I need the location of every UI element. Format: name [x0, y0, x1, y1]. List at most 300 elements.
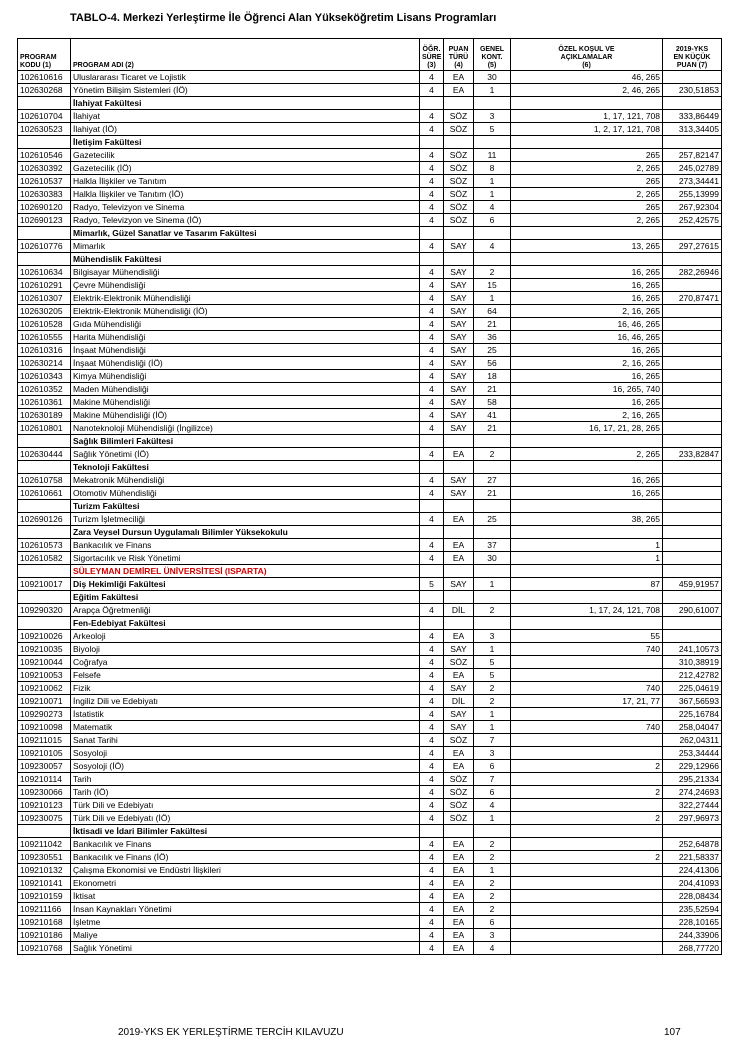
program-score-type: SÖZ [444, 214, 474, 227]
program-quota: 30 [474, 552, 511, 565]
header-line: PROGRAM [20, 54, 57, 61]
program-code: 102630523 [18, 123, 71, 136]
program-quota: 6 [474, 214, 511, 227]
program-min-score: 233,82847 [663, 448, 722, 461]
faculty-name: Zara Veysel Dursun Uygulamalı Bilimler Yüksekokulu [71, 526, 420, 539]
empty-cell [444, 825, 474, 838]
program-min-score: 297,27615 [663, 240, 722, 253]
program-name: Türk Dili ve Edebiyatı (İÖ) [71, 812, 420, 825]
program-duration: 4 [420, 409, 444, 422]
table-row [18, 162, 722, 175]
program-quota: 64 [474, 305, 511, 318]
header-score-type [444, 39, 474, 71]
program-quota: 37 [474, 539, 511, 552]
empty-cell [444, 526, 474, 539]
empty-cell [420, 565, 444, 578]
program-code: 109230057 [18, 760, 71, 773]
program-quota: 30 [474, 71, 511, 84]
program-duration: 4 [420, 344, 444, 357]
empty-cell [663, 526, 722, 539]
program-duration: 4 [420, 747, 444, 760]
table-row [18, 747, 722, 760]
program-score-type: EA [444, 84, 474, 97]
program-code: 102610316 [18, 344, 71, 357]
program-quota: 1 [474, 721, 511, 734]
program-name: İktisat [71, 890, 420, 903]
program-duration: 4 [420, 799, 444, 812]
program-duration: 4 [420, 656, 444, 669]
program-duration: 4 [420, 643, 444, 656]
program-score-type: EA [444, 903, 474, 916]
program-score-type: SAY [444, 383, 474, 396]
faculty-heading-row [18, 591, 722, 604]
faculty-heading-row [18, 227, 722, 240]
empty-cell [444, 461, 474, 474]
program-score-type: EA [444, 71, 474, 84]
program-min-score [663, 552, 722, 565]
header-line: AÇIKLAMALAR [560, 54, 613, 61]
table-row [18, 201, 722, 214]
program-code: 102610776 [18, 240, 71, 253]
program-min-score: 244,33906 [663, 929, 722, 942]
program-duration: 4 [420, 214, 444, 227]
table-row [18, 656, 722, 669]
table-row [18, 409, 722, 422]
program-conditions: 2 [511, 760, 663, 773]
program-score-type: EA [444, 877, 474, 890]
program-min-score: 297,96973 [663, 812, 722, 825]
header-line: KONT. [481, 54, 503, 61]
program-duration: 4 [420, 630, 444, 643]
program-name: Harita Mühendisliği [71, 331, 420, 344]
program-quota: 6 [474, 916, 511, 929]
program-min-score: 229,12966 [663, 760, 722, 773]
empty-cell [474, 565, 511, 578]
program-score-type: SÖZ [444, 656, 474, 669]
program-duration: 4 [420, 916, 444, 929]
table-row [18, 929, 722, 942]
program-name: Çalışma Ekonomisi ve Endüstri İlişkileri [71, 864, 420, 877]
program-code: 109210123 [18, 799, 71, 812]
program-min-score [663, 409, 722, 422]
program-quota: 3 [474, 630, 511, 643]
program-quota: 7 [474, 734, 511, 747]
program-conditions [511, 708, 663, 721]
program-score-type: SAY [444, 344, 474, 357]
program-min-score [663, 318, 722, 331]
program-name: Fizik [71, 682, 420, 695]
program-duration: 4 [420, 422, 444, 435]
header-line: (5) [487, 62, 497, 69]
program-name: Sağlık Yönetimi (İÖ) [71, 448, 420, 461]
table-row [18, 331, 722, 344]
program-code: 102610704 [18, 110, 71, 123]
program-quota: 2 [474, 604, 511, 617]
program-quota: 6 [474, 786, 511, 799]
program-name: Sağlık Yönetimi [71, 942, 420, 955]
program-code: 109230066 [18, 786, 71, 799]
program-conditions: 87 [511, 578, 663, 591]
program-quota: 5 [474, 656, 511, 669]
program-name: Arapça Öğretmenliği [71, 604, 420, 617]
program-score-type: DİL [444, 695, 474, 708]
program-duration: 4 [420, 188, 444, 201]
empty-cell [474, 97, 511, 110]
program-quota: 2 [474, 682, 511, 695]
faculty-name: İletişim Fakültesi [71, 136, 420, 149]
table-row [18, 734, 722, 747]
program-min-score: 212,42782 [663, 669, 722, 682]
empty-cell [663, 253, 722, 266]
program-score-type: EA [444, 864, 474, 877]
empty-cell [511, 461, 663, 474]
faculty-heading-row [18, 617, 722, 630]
program-quota: 4 [474, 799, 511, 812]
program-score-type: SAY [444, 682, 474, 695]
program-name: İlahiyat (İÖ) [71, 123, 420, 136]
footer-guide-title: 2019-YKS EK YERLEŞTİRME TERCİH KILAVUZU [118, 1027, 344, 1038]
program-name: Tarih [71, 773, 420, 786]
program-score-type: SAY [444, 266, 474, 279]
program-conditions: 2, 16, 265 [511, 409, 663, 422]
empty-cell [420, 253, 444, 266]
program-code: 102630383 [18, 188, 71, 201]
header-conditions [511, 39, 663, 71]
program-name: Diş Hekimliği Fakültesi [71, 578, 420, 591]
program-code: 109210035 [18, 643, 71, 656]
table-row [18, 864, 722, 877]
program-min-score: 333,86449 [663, 110, 722, 123]
program-quota: 1 [474, 708, 511, 721]
program-conditions: 265 [511, 149, 663, 162]
program-code: 102610307 [18, 292, 71, 305]
program-code: 109211166 [18, 903, 71, 916]
program-min-score [663, 422, 722, 435]
table-row [18, 799, 722, 812]
program-name: Bilgisayar Mühendisliği [71, 266, 420, 279]
program-score-type: DİL [444, 604, 474, 617]
program-min-score [663, 513, 722, 526]
program-quota: 25 [474, 344, 511, 357]
program-conditions: 16, 265 [511, 292, 663, 305]
empty-cell [663, 591, 722, 604]
program-conditions: 1, 17, 121, 708 [511, 110, 663, 123]
program-name: Otomotiv Mühendisliği [71, 487, 420, 500]
program-duration: 4 [420, 71, 444, 84]
program-duration: 4 [420, 539, 444, 552]
empty-cell [474, 435, 511, 448]
program-duration: 4 [420, 721, 444, 734]
program-duration: 4 [420, 266, 444, 279]
program-score-type: SÖZ [444, 123, 474, 136]
program-duration: 5 [420, 578, 444, 591]
program-code: 102610573 [18, 539, 71, 552]
table-row [18, 630, 722, 643]
program-duration: 4 [420, 942, 444, 955]
header-duration [420, 39, 444, 71]
program-name: Makine Mühendisliği (İÖ) [71, 409, 420, 422]
program-min-score: 258,04047 [663, 721, 722, 734]
program-score-type: EA [444, 513, 474, 526]
header-line: PUAN (7) [676, 62, 708, 69]
program-conditions [511, 656, 663, 669]
program-code: 102610352 [18, 383, 71, 396]
program-quota: 21 [474, 383, 511, 396]
program-name: Bankacılık ve Finans [71, 539, 420, 552]
program-score-type: SÖZ [444, 188, 474, 201]
program-min-score: 204,41093 [663, 877, 722, 890]
program-code: 102610291 [18, 279, 71, 292]
program-min-score: 367,56593 [663, 695, 722, 708]
program-code: 109210071 [18, 695, 71, 708]
empty-cell [420, 825, 444, 838]
program-quota: 2 [474, 448, 511, 461]
empty-cell [444, 500, 474, 513]
program-min-score: 225,04619 [663, 682, 722, 695]
table-row [18, 396, 722, 409]
program-quota: 1 [474, 643, 511, 656]
program-score-type: EA [444, 838, 474, 851]
faculty-heading-row [18, 435, 722, 448]
program-score-type: EA [444, 929, 474, 942]
program-conditions: 1, 17, 24, 121, 708 [511, 604, 663, 617]
table-row [18, 890, 722, 903]
program-name: Bankacılık ve Finans (İÖ) [71, 851, 420, 864]
program-code: 109210105 [18, 747, 71, 760]
table-row [18, 214, 722, 227]
program-min-score: 221,58337 [663, 851, 722, 864]
program-quota: 2 [474, 877, 511, 890]
empty-cell [18, 136, 71, 149]
program-score-type: SÖZ [444, 786, 474, 799]
program-conditions: 16, 265 [511, 279, 663, 292]
table-row [18, 71, 722, 84]
table-row [18, 279, 722, 292]
program-score-type: SAY [444, 305, 474, 318]
program-duration: 4 [420, 708, 444, 721]
program-duration: 4 [420, 84, 444, 97]
program-quota: 27 [474, 474, 511, 487]
header-line: (3) [427, 62, 436, 69]
table-row [18, 487, 722, 500]
program-quota: 25 [474, 513, 511, 526]
empty-cell [18, 565, 71, 578]
program-code: 102610537 [18, 175, 71, 188]
empty-cell [18, 617, 71, 630]
program-conditions [511, 747, 663, 760]
program-quota: 2 [474, 266, 511, 279]
program-conditions: 16, 265 [511, 474, 663, 487]
program-score-type: EA [444, 747, 474, 760]
program-score-type: EA [444, 760, 474, 773]
empty-cell [18, 227, 71, 240]
empty-cell [663, 136, 722, 149]
program-name: Çevre Mühendisliği [71, 279, 420, 292]
empty-cell [18, 526, 71, 539]
university-heading-row [18, 565, 722, 578]
program-quota: 1 [474, 292, 511, 305]
empty-cell [444, 617, 474, 630]
program-score-type: SÖZ [444, 149, 474, 162]
program-score-type: SAY [444, 487, 474, 500]
program-name: Mimarlık [71, 240, 420, 253]
program-quota: 4 [474, 942, 511, 955]
table-row [18, 123, 722, 136]
empty-cell [420, 461, 444, 474]
program-conditions: 16, 265 [511, 370, 663, 383]
program-name: Bankacılık ve Finans [71, 838, 420, 851]
program-code: 102610758 [18, 474, 71, 487]
program-quota: 3 [474, 110, 511, 123]
faculty-name: Turizm Fakültesi [71, 500, 420, 513]
program-min-score: 252,42575 [663, 214, 722, 227]
empty-cell [663, 97, 722, 110]
program-duration: 4 [420, 877, 444, 890]
empty-cell [663, 227, 722, 240]
program-name: Radyo, Televizyon ve Sinema (İÖ) [71, 214, 420, 227]
empty-cell [511, 136, 663, 149]
table-row [18, 604, 722, 617]
header-line: GENEL [479, 46, 505, 53]
empty-cell [511, 227, 663, 240]
header-line: (6) [582, 62, 591, 69]
program-name: İlahiyat [71, 110, 420, 123]
program-min-score: 459,91957 [663, 578, 722, 591]
program-min-score: 228,10165 [663, 916, 722, 929]
empty-cell [663, 461, 722, 474]
program-duration: 4 [420, 370, 444, 383]
program-code: 109210044 [18, 656, 71, 669]
empty-cell [474, 500, 511, 513]
program-duration: 4 [420, 851, 444, 864]
empty-cell [18, 97, 71, 110]
empty-cell [511, 526, 663, 539]
header-program-name [71, 39, 420, 71]
program-min-score [663, 630, 722, 643]
program-quota: 41 [474, 409, 511, 422]
program-quota: 36 [474, 331, 511, 344]
program-code: 102630189 [18, 409, 71, 422]
program-code: 102610634 [18, 266, 71, 279]
empty-cell [663, 435, 722, 448]
faculty-heading-row [18, 825, 722, 838]
program-name: Kimya Mühendisliği [71, 370, 420, 383]
program-name: Elektrik-Elektronik Mühendisliği (İÖ) [71, 305, 420, 318]
program-duration: 4 [420, 279, 444, 292]
program-conditions: 16, 46, 265 [511, 331, 663, 344]
program-quota: 56 [474, 357, 511, 370]
program-code: 109210168 [18, 916, 71, 929]
program-conditions: 2 [511, 812, 663, 825]
empty-cell [18, 591, 71, 604]
table-row [18, 422, 722, 435]
table-body [18, 71, 722, 955]
header-quota [474, 39, 511, 71]
faculty-heading-row [18, 461, 722, 474]
program-min-score: 257,82147 [663, 149, 722, 162]
empty-cell [444, 136, 474, 149]
table-row [18, 539, 722, 552]
program-code: 102630214 [18, 357, 71, 370]
program-min-score: 295,21334 [663, 773, 722, 786]
program-conditions: 2 [511, 786, 663, 799]
program-quota: 3 [474, 929, 511, 942]
program-quota: 1 [474, 812, 511, 825]
program-quota: 3 [474, 747, 511, 760]
program-conditions: 2, 16, 265 [511, 305, 663, 318]
program-min-score [663, 71, 722, 84]
program-duration: 4 [420, 149, 444, 162]
program-conditions: 740 [511, 682, 663, 695]
program-min-score: 252,64878 [663, 838, 722, 851]
table-row [18, 682, 722, 695]
program-conditions: 740 [511, 721, 663, 734]
table-row [18, 877, 722, 890]
program-conditions: 2, 265 [511, 162, 663, 175]
program-code: 102610801 [18, 422, 71, 435]
header-line: SÜRE [422, 54, 442, 61]
program-quota: 5 [474, 669, 511, 682]
program-code: 102630444 [18, 448, 71, 461]
program-conditions [511, 903, 663, 916]
program-quota: 21 [474, 487, 511, 500]
program-code: 102610555 [18, 331, 71, 344]
faculty-heading-row [18, 500, 722, 513]
program-code: 109210114 [18, 773, 71, 786]
program-min-score: 273,34441 [663, 175, 722, 188]
program-quota: 15 [474, 279, 511, 292]
program-quota: 1 [474, 188, 511, 201]
program-min-score [663, 487, 722, 500]
table-row [18, 305, 722, 318]
program-duration: 4 [420, 864, 444, 877]
empty-cell [511, 591, 663, 604]
program-name: Felsefe [71, 669, 420, 682]
table-row [18, 552, 722, 565]
program-quota: 21 [474, 422, 511, 435]
program-name: İnşaat Mühendisliği (İÖ) [71, 357, 420, 370]
program-min-score: 322,27444 [663, 799, 722, 812]
table-row [18, 175, 722, 188]
program-code: 102630392 [18, 162, 71, 175]
program-duration: 4 [420, 448, 444, 461]
program-code: 109210053 [18, 669, 71, 682]
program-duration: 4 [420, 903, 444, 916]
program-code: 102630205 [18, 305, 71, 318]
program-conditions [511, 890, 663, 903]
program-duration: 4 [420, 838, 444, 851]
program-quota: 2 [474, 890, 511, 903]
program-quota: 1 [474, 578, 511, 591]
program-quota: 2 [474, 695, 511, 708]
header-line: 2019-YKS [675, 46, 709, 53]
program-duration: 4 [420, 331, 444, 344]
program-quota: 21 [474, 318, 511, 331]
table-row [18, 812, 722, 825]
program-score-type: SÖZ [444, 812, 474, 825]
faculty-heading-row [18, 97, 722, 110]
empty-cell [420, 97, 444, 110]
program-min-score: 228,08434 [663, 890, 722, 903]
empty-cell [511, 565, 663, 578]
program-score-type: SÖZ [444, 110, 474, 123]
faculty-name: Mühendislik Fakültesi [71, 253, 420, 266]
program-quota: 1 [474, 864, 511, 877]
empty-cell [420, 227, 444, 240]
program-conditions: 265 [511, 201, 663, 214]
program-duration: 4 [420, 929, 444, 942]
program-score-type: SÖZ [444, 734, 474, 747]
